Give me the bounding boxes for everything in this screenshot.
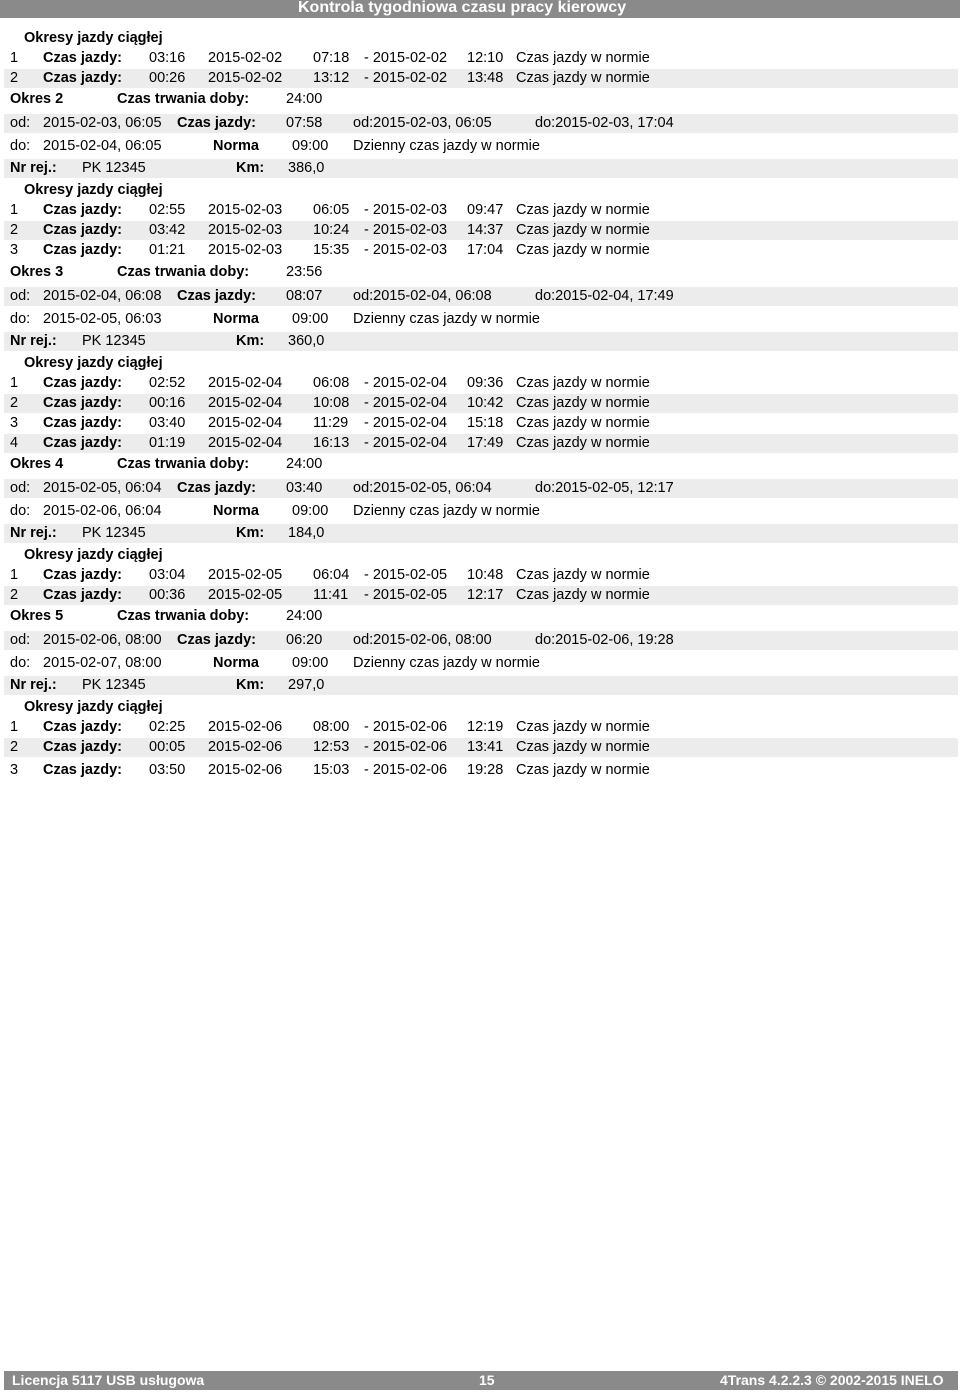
drive-index: 3 <box>10 242 19 258</box>
drive-end-date: - 2015-02-02 <box>364 70 448 86</box>
drive-duration: 03:50 <box>149 762 186 778</box>
drive-row <box>4 394 958 413</box>
drive-status: Czas jazdy w normie <box>516 415 650 431</box>
drive-start-time: 06:08 <box>313 375 350 391</box>
drive-row <box>4 434 958 453</box>
drive-end-time: 09:47 <box>467 202 504 218</box>
period-drive-label: Czas jazdy: <box>177 288 256 304</box>
period-duration: 24:00 <box>286 91 323 107</box>
drive-index: 1 <box>10 375 19 391</box>
drive-end-time: 13:41 <box>467 739 504 755</box>
drive-end-time: 10:48 <box>467 567 504 583</box>
page-number: 15 <box>479 1372 495 1388</box>
drive-index: 2 <box>10 70 19 86</box>
drive-index: 3 <box>10 415 19 431</box>
period-end: 2015-02-05, 06:03 <box>43 311 162 327</box>
drive-start-time: 13:12 <box>313 70 350 86</box>
drive-end-time: 09:36 <box>467 375 504 391</box>
km-value: 297,0 <box>288 677 325 693</box>
drive-start-time: 11:29 <box>313 415 349 431</box>
nr-rej-label: Nr rej.: <box>10 160 57 176</box>
norma-value: 09:00 <box>292 655 329 671</box>
drive-start-date: 2015-02-02 <box>208 50 283 66</box>
do-label: do: <box>10 503 31 519</box>
drive-end-date: - 2015-02-02 <box>364 50 448 66</box>
duration-label: Czas trwania doby: <box>117 456 250 472</box>
drive-status: Czas jazdy w normie <box>516 395 650 411</box>
period-header <box>4 90 958 109</box>
km-value: 184,0 <box>288 525 325 541</box>
drive-end-time: 12:10 <box>467 50 504 66</box>
okresy-header <box>4 354 958 373</box>
km-value: 360,0 <box>288 333 325 349</box>
registration-number: PK 12345 <box>82 525 146 541</box>
drive-index: 2 <box>10 739 19 755</box>
drive-end-time: 19:28 <box>467 762 504 778</box>
period-name: Okres 5 <box>10 608 64 624</box>
drive-range-start: od:2015-02-04, 06:08 <box>353 288 492 304</box>
report-title: Kontrola tygodniowa czasu pracy kierowcy <box>298 0 627 16</box>
od-label: od: <box>10 115 31 131</box>
period-name: Okres 2 <box>10 91 64 107</box>
nr-rej-label: Nr rej.: <box>10 677 57 693</box>
drive-start-time: 07:18 <box>313 50 350 66</box>
period-start: 2015-02-05, 06:04 <box>43 480 162 496</box>
daily-status: Dzienny czas jazdy w normie <box>353 655 540 671</box>
period-duration: 23:56 <box>286 264 323 280</box>
drive-start-time: 06:04 <box>313 567 350 583</box>
drive-end-date: - 2015-02-06 <box>364 762 448 778</box>
drive-row <box>4 761 958 780</box>
drive-index: 4 <box>10 435 19 451</box>
period-drive-time: 08:07 <box>286 288 323 304</box>
drive-index: 1 <box>10 202 19 218</box>
od-label: od: <box>10 632 31 648</box>
drive-status: Czas jazdy w normie <box>516 202 650 218</box>
drive-range-end: do:2015-02-05, 12:17 <box>535 480 674 496</box>
okresy-header <box>4 29 958 48</box>
registration-number: PK 12345 <box>82 160 146 176</box>
drive-status: Czas jazdy w normie <box>516 719 650 735</box>
drive-end-time: 12:17 <box>467 587 504 603</box>
drive-row <box>4 414 958 433</box>
drive-start-date: 2015-02-05 <box>208 567 283 583</box>
okresy-header <box>4 698 958 717</box>
drive-duration: 00:36 <box>149 587 186 603</box>
daily-status: Dzienny czas jazdy w normie <box>353 503 540 519</box>
drive-end-date: - 2015-02-06 <box>364 719 448 735</box>
drive-start-date: 2015-02-05 <box>208 587 283 603</box>
od-label: od: <box>10 480 31 496</box>
period-start: 2015-02-04, 06:08 <box>43 288 162 304</box>
period-name: Okres 3 <box>10 264 64 280</box>
drive-end-date: - 2015-02-04 <box>364 395 448 411</box>
nr-rej-label: Nr rej.: <box>10 333 57 349</box>
period-reg-row <box>4 332 958 351</box>
period-header <box>4 455 958 474</box>
period-drive-label: Czas jazdy: <box>177 480 256 496</box>
drive-status: Czas jazdy w normie <box>516 375 650 391</box>
drive-end-time: 13:48 <box>467 70 504 86</box>
km-label: Km: <box>236 525 265 541</box>
drive-status: Czas jazdy w normie <box>516 587 650 603</box>
drive-range-end: do:2015-02-06, 19:28 <box>535 632 674 648</box>
period-do-row <box>4 137 958 156</box>
drive-label: Czas jazdy: <box>43 567 122 583</box>
license-text: Licencja 5117 USB usługowa <box>12 1372 205 1388</box>
do-label: do: <box>10 655 31 671</box>
drive-range-start: od:2015-02-05, 06:04 <box>353 480 492 496</box>
drive-start-time: 15:35 <box>313 242 350 258</box>
drive-range-end: do:2015-02-03, 17:04 <box>535 115 674 131</box>
drive-label: Czas jazdy: <box>43 50 122 66</box>
drive-label: Czas jazdy: <box>43 719 122 735</box>
drive-label: Czas jazdy: <box>43 242 122 258</box>
okresy-label: Okresy jazdy ciągłej <box>24 355 163 371</box>
okresy-header <box>4 181 958 200</box>
drive-index: 3 <box>10 762 19 778</box>
okresy-label: Okresy jazdy ciągłej <box>24 547 163 563</box>
drive-duration: 03:40 <box>149 415 186 431</box>
drive-row <box>4 566 958 585</box>
drive-end-date: - 2015-02-06 <box>364 739 448 755</box>
drive-start-time: 10:08 <box>313 395 350 411</box>
period-reg-row <box>4 524 958 543</box>
drive-end-date: - 2015-02-04 <box>364 415 448 431</box>
drive-end-date: - 2015-02-05 <box>364 587 448 603</box>
drive-end-time: 12:19 <box>467 719 504 735</box>
product-version: 4Trans 4.2.2.3 © 2002-2015 INELO <box>720 1372 944 1388</box>
drive-label: Czas jazdy: <box>43 395 122 411</box>
drive-label: Czas jazdy: <box>43 587 122 603</box>
drive-start-date: 2015-02-03 <box>208 222 283 238</box>
drive-duration: 02:55 <box>149 202 186 218</box>
drive-label: Czas jazdy: <box>43 435 122 451</box>
drive-start-date: 2015-02-06 <box>208 739 283 755</box>
period-drive-time: 06:20 <box>286 632 323 648</box>
drive-end-date: - 2015-02-04 <box>364 375 448 391</box>
drive-row <box>4 374 958 393</box>
period-do-row <box>4 654 958 673</box>
drive-row <box>4 69 958 88</box>
drive-end-time: 17:04 <box>467 242 504 258</box>
drive-start-date: 2015-02-06 <box>208 719 283 735</box>
registration-number: PK 12345 <box>82 333 146 349</box>
drive-start-time: 08:00 <box>313 719 350 735</box>
drive-start-time: 10:24 <box>313 222 350 238</box>
period-od-row <box>4 479 958 498</box>
drive-end-date: - 2015-02-03 <box>364 242 448 258</box>
drive-duration: 01:19 <box>149 435 186 451</box>
period-start: 2015-02-06, 08:00 <box>43 632 162 648</box>
km-label: Km: <box>236 677 265 693</box>
drive-index: 1 <box>10 719 19 735</box>
period-od-row <box>4 287 958 306</box>
period-od-row <box>4 631 958 650</box>
drive-label: Czas jazdy: <box>43 375 122 391</box>
period-drive-time: 07:58 <box>286 115 323 131</box>
drive-status: Czas jazdy w normie <box>516 242 650 258</box>
drive-range-start: od:2015-02-06, 08:00 <box>353 632 492 648</box>
drive-end-date: - 2015-02-03 <box>364 202 448 218</box>
drive-start-date: 2015-02-02 <box>208 70 283 86</box>
od-label: od: <box>10 288 31 304</box>
drive-label: Czas jazdy: <box>43 739 122 755</box>
drive-range-end: do:2015-02-04, 17:49 <box>535 288 674 304</box>
period-od-row <box>4 114 958 133</box>
drive-start-time: 11:41 <box>313 587 349 603</box>
period-reg-row <box>4 159 958 178</box>
daily-status: Dzienny czas jazdy w normie <box>353 138 540 154</box>
drive-start-time: 12:53 <box>313 739 350 755</box>
norma-label: Norma <box>213 311 259 327</box>
okresy-label: Okresy jazdy ciągłej <box>24 699 163 715</box>
period-drive-label: Czas jazdy: <box>177 115 256 131</box>
drive-status: Czas jazdy w normie <box>516 762 650 778</box>
drive-duration: 00:26 <box>149 70 186 86</box>
period-end: 2015-02-06, 06:04 <box>43 503 162 519</box>
duration-label: Czas trwania doby: <box>117 91 250 107</box>
period-start: 2015-02-03, 06:05 <box>43 115 162 131</box>
daily-status: Dzienny czas jazdy w normie <box>353 311 540 327</box>
km-label: Km: <box>236 160 265 176</box>
km-value: 386,0 <box>288 160 325 176</box>
drive-status: Czas jazdy w normie <box>516 222 650 238</box>
drive-end-date: - 2015-02-03 <box>364 222 448 238</box>
drive-start-date: 2015-02-04 <box>208 435 283 451</box>
drive-range-start: od:2015-02-03, 06:05 <box>353 115 492 131</box>
drive-start-date: 2015-02-04 <box>208 415 283 431</box>
drive-end-time: 10:42 <box>467 395 504 411</box>
drive-index: 1 <box>10 50 19 66</box>
period-reg-row <box>4 676 958 695</box>
drive-index: 1 <box>10 567 19 583</box>
period-header <box>4 607 958 626</box>
norma-label: Norma <box>213 138 259 154</box>
drive-index: 2 <box>10 222 19 238</box>
report-title-bar <box>0 0 960 18</box>
drive-start-date: 2015-02-04 <box>208 395 283 411</box>
drive-row <box>4 241 958 260</box>
drive-label: Czas jazdy: <box>43 762 122 778</box>
period-duration: 24:00 <box>286 608 323 624</box>
drive-index: 2 <box>10 395 19 411</box>
do-label: do: <box>10 138 31 154</box>
period-drive-label: Czas jazdy: <box>177 632 256 648</box>
duration-label: Czas trwania doby: <box>117 264 250 280</box>
drive-label: Czas jazdy: <box>43 70 122 86</box>
drive-status: Czas jazdy w normie <box>516 435 650 451</box>
drive-label: Czas jazdy: <box>43 415 122 431</box>
period-do-row <box>4 310 958 329</box>
okresy-label: Okresy jazdy ciągłej <box>24 182 163 198</box>
drive-end-time: 15:18 <box>467 415 504 431</box>
period-header <box>4 263 958 282</box>
drive-start-date: 2015-02-06 <box>208 762 283 778</box>
drive-duration: 00:05 <box>149 739 186 755</box>
period-do-row <box>4 502 958 521</box>
drive-label: Czas jazdy: <box>43 222 122 238</box>
drive-end-date: - 2015-02-04 <box>364 435 448 451</box>
drive-duration: 01:21 <box>149 242 186 258</box>
km-label: Km: <box>236 333 265 349</box>
drive-index: 2 <box>10 587 19 603</box>
drive-start-date: 2015-02-03 <box>208 202 283 218</box>
drive-start-date: 2015-02-04 <box>208 375 283 391</box>
drive-status: Czas jazdy w normie <box>516 739 650 755</box>
drive-end-date: - 2015-02-05 <box>364 567 448 583</box>
period-duration: 24:00 <box>286 456 323 472</box>
drive-duration: 03:04 <box>149 567 186 583</box>
norma-value: 09:00 <box>292 311 329 327</box>
drive-duration: 03:42 <box>149 222 186 238</box>
drive-status: Czas jazdy w normie <box>516 70 650 86</box>
period-end: 2015-02-07, 08:00 <box>43 655 162 671</box>
drive-duration: 00:16 <box>149 395 186 411</box>
page-footer <box>4 1371 958 1390</box>
drive-label: Czas jazdy: <box>43 202 122 218</box>
drive-row <box>4 201 958 220</box>
nr-rej-label: Nr rej.: <box>10 525 57 541</box>
drive-start-time: 15:03 <box>313 762 350 778</box>
drive-row <box>4 586 958 605</box>
period-end: 2015-02-04, 06:05 <box>43 138 162 154</box>
drive-start-time: 16:13 <box>313 435 350 451</box>
drive-end-time: 17:49 <box>467 435 504 451</box>
norma-value: 09:00 <box>292 138 329 154</box>
drive-status: Czas jazdy w normie <box>516 50 650 66</box>
drive-row <box>4 49 958 68</box>
drive-duration: 02:25 <box>149 719 186 735</box>
okresy-header <box>4 546 958 565</box>
duration-label: Czas trwania doby: <box>117 608 250 624</box>
drive-row <box>4 738 958 757</box>
drive-start-date: 2015-02-03 <box>208 242 283 258</box>
drive-status: Czas jazdy w normie <box>516 567 650 583</box>
registration-number: PK 12345 <box>82 677 146 693</box>
drive-start-time: 06:05 <box>313 202 350 218</box>
norma-value: 09:00 <box>292 503 329 519</box>
okresy-label: Okresy jazdy ciągłej <box>24 30 163 46</box>
norma-label: Norma <box>213 503 259 519</box>
norma-label: Norma <box>213 655 259 671</box>
drive-duration: 02:52 <box>149 375 186 391</box>
drive-duration: 03:16 <box>149 50 186 66</box>
drive-end-time: 14:37 <box>467 222 504 238</box>
do-label: do: <box>10 311 31 327</box>
drive-row <box>4 221 958 240</box>
period-name: Okres 4 <box>10 456 64 472</box>
drive-row <box>4 718 958 737</box>
period-drive-time: 03:40 <box>286 480 323 496</box>
